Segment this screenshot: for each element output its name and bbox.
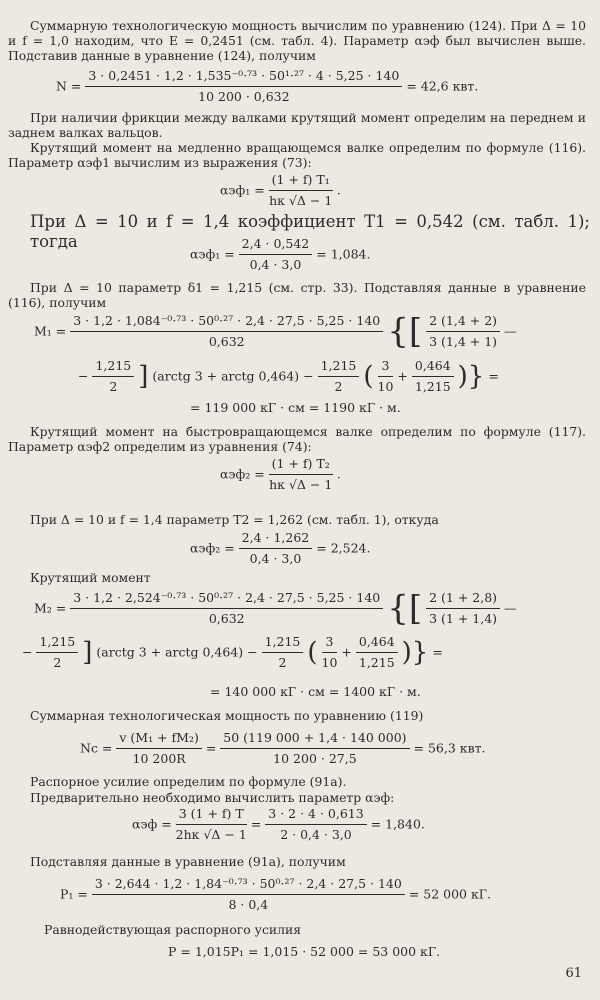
formula-moment-1-line-1: M₁ = $\frac{\text{3 · 1,2 · 1,084⁻⁰·⁷³ · 50⁰·²⁷ · 2,4 · 27,5 · 5,25 · 140}}{0,632}$ {[ $\frac{2 (1,4 + 2)}{3 (1,4 + 1)}$ —: [34, 311, 517, 352]
formula-moment-1-result: = 119 000 кГ · см = 1190 кГ · м.: [190, 400, 401, 415]
formula-spread-force: P₁ = $\frac{\text{3 · 2,644 · 1,2 · 1,84⁻⁰·⁷³ · 50⁰·²⁷ · 2,4 · 27,5 · 140}}{8 \cdot 0,4}$ = 52 000 кГ.: [60, 876, 492, 912]
paragraph-10: Распорное усилие определим по формуле (91а).: [30, 774, 347, 789]
paragraph-2: При наличии фрикции между валками крутящий момент определим на переднем и заднем валках вальцов.: [8, 110, 586, 140]
page-number: 61: [565, 966, 582, 981]
formula-alpha-2: αэф₂ = $\frac{\text{(1 + f) T₂}}{hк √\Delta - 1}$ .: [220, 456, 341, 492]
formula-moment-1-line-2: − $\frac{1,215}{2}$ ] (arctg 3 + arctg 0,464) − $\frac{1,215}{2}$ ( $\frac{3}{10}$ + $\frac{0,464}{1,215}$ )} =: [78, 358, 499, 394]
formula-moment-2-line-2: − $\frac{1,215}{2}$ ] (arctg 3 + arctg 0,464) − $\frac{1,215}{2}$ ( $\frac{3}{10}$ + $\frac{0,464}{1,215}$ )} =: [22, 634, 443, 670]
formula-moment-2-line-1: M₂ = $\frac{\text{3 · 1,2 · 2,524⁻⁰·⁷³ · 50⁰·²⁷ · 2,4 · 27,5 · 5,25 · 140}}{0,632}$ {[ $\frac{2 (1 + 2,8)}{3 (1 + 1,4)}$ —: [34, 588, 517, 629]
paragraph-6: Крутящий момент на быстровращающемся валке определим по формуле (117). Параметр αэф2 определим из уравнения (74):: [8, 424, 586, 454]
formula-alpha-eff: αэф = $\frac{3 (1 + f) T}{2hк √\Delta - 1}$ = $\frac{3 \cdot 2 \cdot 4 \cdot 0,613}{2 \cdot 0,4 \cdot 3,0}$ = 1,840.: [132, 806, 425, 842]
formula-alpha-1: αэф₁ = $\frac{\text{(1 + f) T₁}}{hк √\Delta - 1}$ .: [220, 172, 341, 208]
formula-resultant-force: P = 1,015P₁ = 1,015 · 52 000 = 53 000 кГ.: [168, 944, 441, 959]
paragraph-7: При Δ = 10 и f = 1,4 параметр T2 = 1,262 (см. табл. 1), откуда: [30, 512, 439, 527]
formula-alpha-1-value: αэф₁ = $\frac{2,4 \cdot 0,542}{0,4 \cdot 3,0}$ = 1,084.: [190, 236, 371, 272]
formula-moment-2-result: = 140 000 кГ · см = 1400 кГ · м.: [210, 684, 421, 699]
paragraph-9: Суммарная технологическая мощность по уравнению (119): [30, 708, 424, 723]
formula-total-power: Nc = $\frac{\text{v (M₁ + fM₂)}}{10 200R}$ = $\frac{50 (119 000 + 1,4 \cdot 140 000)}{10 200 \cdot 27,5}$ = 56,3 квт.: [80, 730, 486, 766]
paragraph-11: Предварительно необходимо вычислить параметр αэф:: [30, 790, 395, 805]
paragraph-13: Равнодействующая распорного усилия: [44, 922, 302, 937]
paragraph-3: Крутящий момент на медленно вращающемся валке определим по формуле (116). Параметр αэф1 вычислим из выражения (73):: [8, 140, 586, 170]
paragraph-4: При Δ = 10 и f = 1,4 коэффициент T1 = 0,542 (см. табл. 1); тогда: [30, 212, 590, 251]
paragraph-5: При Δ = 10 параметр δ1 = 1,215 (см. стр. 33). Подставляя данные в уравнение (116), получим: [8, 280, 586, 310]
paragraph-8: Крутящий момент: [30, 570, 151, 585]
paragraph-12: Подставляя данные в уравнение (91а), получим: [30, 854, 346, 869]
formula-power-n: N = $\frac{\text{3 · 0,2451 · 1,2 · 1,535⁻⁰·⁷³ · 50¹·²⁷ · 4 · 5,25 · 140}}{10 200 \cdot 0,632}$ = 42,6 квт.: [56, 68, 479, 104]
paragraph-1: Суммарную технологическую мощность вычислим по уравнению (124). При Δ = 10 и f = 1,0 находим, что E = 0,2451 (см. табл. 4). Параметр αэф был вычислен выше. Подставив данные в уравнение (124), получим: [8, 18, 586, 63]
formula-alpha-2-value: αэф₂ = $\frac{2,4 \cdot 1,262}{0,4 \cdot 3,0}$ = 2,524.: [190, 530, 371, 566]
